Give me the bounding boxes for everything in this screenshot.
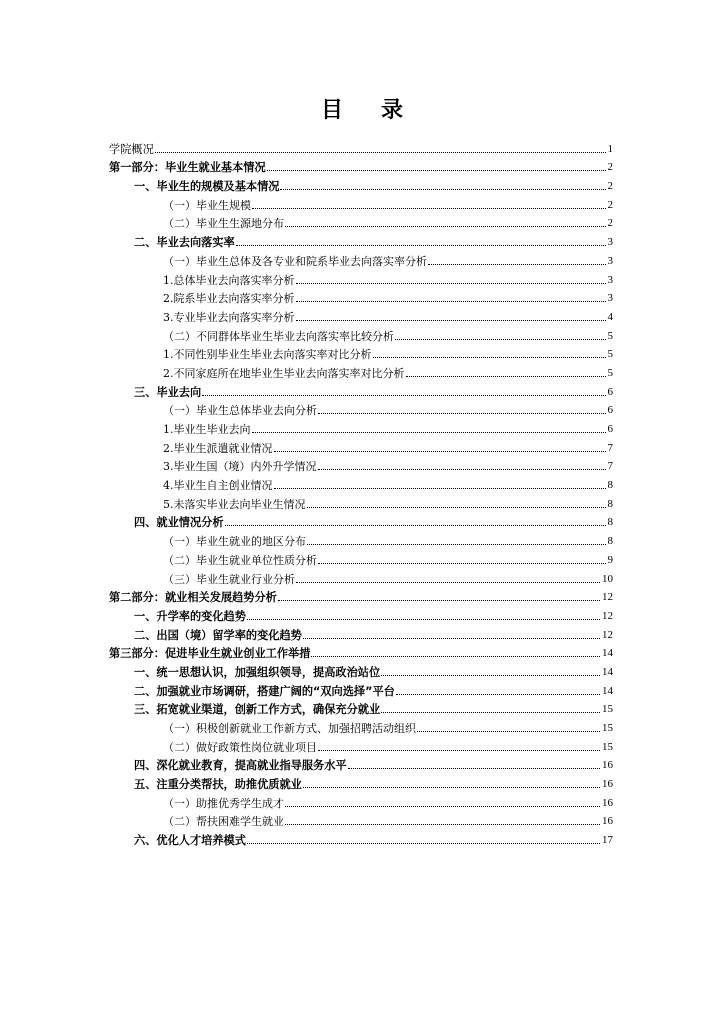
dot-leader — [252, 432, 606, 433]
toc-entry-title: （二）帮扶困难学生就业 — [163, 815, 284, 829]
toc-entry[interactable] — [109, 754, 613, 773]
dot-leader — [202, 395, 605, 396]
toc-entry[interactable] — [109, 642, 613, 661]
dot-leader — [318, 469, 606, 470]
toc-entry-page-number: 12 — [602, 609, 613, 622]
toc-entry-page-number: 2 — [607, 198, 613, 211]
dot-leader — [381, 712, 600, 713]
dot-leader — [318, 750, 600, 751]
dot-leader — [417, 731, 600, 732]
toc-entry-page-number: 6 — [607, 404, 613, 417]
dot-leader — [280, 189, 605, 190]
toc-entry-title: （二）毕业生就业单位性质分析 — [163, 553, 317, 567]
dot-leader — [348, 768, 600, 769]
toc-entry[interactable] — [109, 287, 613, 306]
toc-entry-page-number: 17 — [602, 834, 613, 847]
dot-leader — [267, 170, 606, 171]
dot-leader — [296, 582, 600, 583]
toc-entry-page-number: 3 — [607, 273, 613, 286]
toc-entry-page-number: 15 — [602, 722, 613, 734]
toc-entry-title: 2.毕业生派遣就业情况 — [163, 441, 273, 455]
dot-leader — [311, 656, 600, 657]
toc-entry-title: 3.毕业生国（境）内外升学情况 — [163, 460, 317, 474]
dot-leader — [285, 806, 600, 807]
toc-entry-page-number: 9 — [607, 553, 613, 566]
toc-entry-page-number: 12 — [602, 628, 613, 641]
toc-entry-page-number: 16 — [602, 815, 613, 828]
toc-entry-title: 一、毕业生的规模及基本情况 — [134, 180, 280, 194]
toc-entry-page-number: 16 — [602, 796, 613, 809]
toc-entry-title: 第二部分：就业相关发展趋势分析 — [109, 591, 277, 605]
dot-leader — [428, 264, 606, 265]
dot-leader — [373, 357, 606, 358]
toc-entry-page-number: 4 — [607, 310, 613, 323]
toc-entry-title: 第一部分：毕业生就业基本情况 — [109, 161, 266, 175]
dot-leader — [236, 245, 606, 246]
table-of-contents — [109, 137, 613, 847]
toc-entry[interactable] — [109, 529, 613, 548]
dot-leader — [307, 507, 606, 508]
toc-entry-title: 4.毕业生自主创业情况 — [163, 479, 273, 493]
toc-entry-title: 1.总体毕业去向落实率分析 — [163, 273, 295, 287]
toc-entry[interactable] — [109, 716, 613, 735]
toc-entry-title: 二、加强就业市场调研，搭建广阔的“双向选择”平台 — [134, 684, 395, 698]
toc-entry-title: 三、毕业去向 — [134, 385, 202, 399]
toc-entry-title: 3.专业毕业去向落实率分析 — [163, 310, 295, 324]
toc-entry[interactable] — [109, 735, 613, 754]
toc-entry[interactable] — [109, 380, 613, 399]
toc-entry-title: 学院概况 — [109, 142, 154, 156]
dot-leader — [278, 600, 600, 601]
dot-leader — [395, 339, 606, 340]
toc-entry-page-number: 14 — [602, 647, 613, 660]
toc-entry-title: （一）积极创新就业工作新方式、加强招聘活动组织 — [163, 722, 416, 735]
toc-entry-page-number: 16 — [602, 778, 613, 791]
toc-entry-page-number: 14 — [602, 684, 613, 697]
toc-entry[interactable] — [109, 212, 613, 231]
toc-entry-page-number: 7 — [607, 441, 613, 454]
toc-entry-title: 一、统一思想认识，加强组织领导，提高政治站位 — [134, 665, 381, 679]
toc-entry-title: 一、升学率的变化趋势 — [134, 609, 246, 623]
toc-entry-title: （一）毕业生规模 — [163, 198, 251, 212]
toc-entry-title: （三）毕业生就业行业分析 — [163, 572, 295, 586]
toc-entry[interactable] — [109, 193, 613, 212]
dot-leader — [406, 376, 606, 377]
toc-entry[interactable] — [109, 679, 613, 698]
dot-leader — [318, 413, 606, 414]
toc-entry[interactable] — [109, 455, 613, 474]
toc-entry-page-number: 3 — [607, 254, 613, 267]
toc-entry-page-number: 12 — [602, 591, 613, 604]
toc-entry[interactable] — [109, 623, 613, 642]
toc-entry-title: （一）毕业生就业的地区分布 — [163, 535, 306, 549]
dot-leader — [303, 787, 600, 788]
dot-leader — [285, 226, 606, 227]
toc-entry-title: （二）毕业生生源地分布 — [163, 217, 284, 231]
toc-entry[interactable] — [109, 567, 613, 586]
dot-leader — [225, 525, 606, 526]
toc-entry[interactable] — [109, 324, 613, 343]
toc-entry-page-number: 5 — [607, 329, 613, 342]
toc-entry-page-number: 3 — [607, 236, 613, 249]
dot-leader — [296, 301, 606, 302]
toc-entry[interactable] — [109, 436, 613, 455]
dot-leader — [155, 152, 606, 153]
toc-entry-page-number: 14 — [602, 665, 613, 678]
toc-entry[interactable] — [109, 660, 613, 679]
toc-entry-page-number: 8 — [607, 479, 613, 492]
toc-entry-title: 四、深化就业教育，提高就业指导服务水平 — [134, 759, 347, 773]
toc-entry-title: 2.院系毕业去向落实率分析 — [163, 292, 295, 306]
toc-entry[interactable] — [109, 604, 613, 623]
dot-leader — [303, 638, 600, 639]
toc-entry[interactable] — [109, 361, 613, 380]
toc-entry[interactable] — [109, 399, 613, 418]
toc-entry[interactable] — [109, 586, 613, 605]
toc-entry-title: （二）不同群体毕业生毕业去向落实率比较分析 — [163, 329, 394, 343]
toc-entry-page-number: 5 — [607, 366, 613, 379]
toc-entry-page-number: 16 — [602, 759, 613, 772]
dot-leader — [307, 544, 606, 545]
toc-entry[interactable] — [109, 772, 613, 791]
toc-entry-page-number: 15 — [602, 740, 613, 753]
toc-entry-page-number: 6 — [607, 385, 613, 398]
toc-entry-page-number: 6 — [607, 423, 613, 435]
toc-entry[interactable] — [109, 156, 613, 175]
dot-leader — [296, 320, 606, 321]
dot-leader — [247, 843, 600, 844]
toc-entry-title: （一）助推优秀学生成才 — [163, 796, 284, 810]
toc-entry[interactable] — [109, 174, 613, 193]
toc-entry[interactable] — [109, 698, 613, 717]
toc-entry-title: 1.毕业生毕业去向 — [163, 423, 251, 436]
dot-leader — [247, 619, 600, 620]
toc-entry[interactable] — [109, 511, 613, 530]
toc-entry[interactable] — [109, 473, 613, 492]
toc-entry[interactable] — [109, 791, 613, 810]
title-char-right: 录 — [381, 98, 404, 123]
toc-entry-title: （一）毕业生总体及各专业和院系毕业去向落实率分析 — [163, 254, 427, 268]
toc-entry-title: 第三部分：促进毕业生就业创业工作举措 — [109, 647, 311, 661]
toc-entry[interactable] — [109, 810, 613, 829]
toc-entry[interactable] — [109, 417, 613, 436]
dot-leader — [296, 283, 606, 284]
toc-entry[interactable] — [109, 137, 613, 156]
toc-entry-title: 二、出国（境）留学率的变化趋势 — [134, 628, 302, 642]
toc-entry-title: 2.不同家庭所在地毕业生毕业去向落实率对比分析 — [163, 366, 405, 380]
toc-entry[interactable] — [109, 343, 613, 362]
page-title — [0, 93, 724, 124]
toc-entry[interactable] — [109, 305, 613, 324]
toc-entry[interactable] — [109, 268, 613, 287]
toc-entry-page-number: 7 — [607, 460, 613, 473]
toc-entry-page-number: 10 — [602, 572, 613, 585]
dot-leader — [396, 694, 600, 695]
toc-entry-page-number: 1 — [607, 142, 613, 155]
dot-leader — [318, 563, 606, 564]
toc-entry-page-number: 5 — [607, 348, 613, 361]
toc-entry-page-number: 2 — [607, 161, 613, 174]
toc-entry-page-number: 3 — [607, 292, 613, 305]
toc-entry[interactable] — [109, 548, 613, 567]
toc-entry-page-number: 8 — [607, 497, 613, 510]
dot-leader — [381, 675, 600, 676]
toc-entry-title: （一）毕业生总体毕业去向分析 — [163, 404, 317, 418]
toc-entry[interactable] — [109, 230, 613, 249]
dot-leader — [252, 208, 606, 209]
title-char-left: 目 — [320, 98, 343, 123]
toc-entry-page-number: 8 — [607, 516, 613, 529]
toc-entry[interactable] — [109, 492, 613, 511]
toc-entry-title: 六、优化人才培养模式 — [134, 834, 246, 848]
toc-entry-title: （二）做好政策性岗位就业项目 — [163, 740, 317, 754]
toc-entry-title: 四、就业情况分析 — [134, 516, 224, 530]
toc-entry-title: 五、注重分类帮扶，助推优质就业 — [134, 778, 302, 792]
toc-entry-title: 1.不同性别毕业生毕业去向落实率对比分析 — [163, 348, 372, 362]
dot-leader — [274, 451, 606, 452]
toc-entry-title: 三、拓宽就业渠道，创新工作方式，确保充分就业 — [134, 703, 381, 717]
toc-entry-page-number: 2 — [607, 217, 613, 230]
dot-leader — [274, 488, 606, 489]
toc-entry[interactable] — [109, 249, 613, 268]
toc-entry-title: 二、毕业去向落实率 — [134, 236, 235, 250]
toc-entry[interactable] — [109, 828, 613, 847]
toc-entry-page-number: 8 — [607, 535, 613, 548]
dot-leader — [285, 824, 600, 825]
toc-entry-page-number: 15 — [602, 703, 613, 716]
toc-entry-page-number: 2 — [607, 180, 613, 193]
toc-entry-title: 5.未落实毕业去向毕业生情况 — [163, 497, 306, 511]
